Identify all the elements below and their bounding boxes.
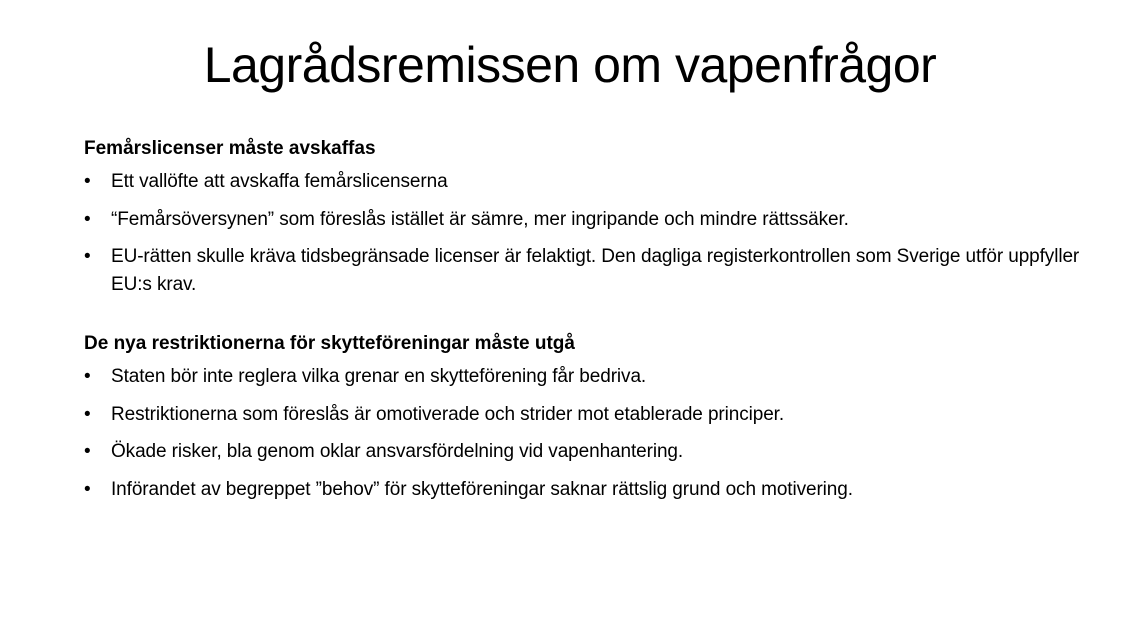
bullet-item xyxy=(84,168,1114,196)
bullet-item xyxy=(84,243,1114,299)
bullet-text: Ökade risker, bla genom oklar ansvarsfördelning vid vapenhantering. xyxy=(111,441,684,462)
bullet-dot: • xyxy=(84,403,91,425)
bullet-dot: • xyxy=(84,441,91,462)
bullet-dot: • xyxy=(84,171,91,192)
bullet-text: Ett vallöfte att avskaffa femårslicenserna xyxy=(111,171,448,192)
section-shooting-clubs xyxy=(84,329,1114,504)
bullet-dot: • xyxy=(84,478,91,500)
bullet-item xyxy=(84,401,1114,429)
section-heading: Femårslicenser måste avskaffas xyxy=(84,138,376,159)
bullet-text: EU-rätten skulle kräva tidsbegränsade licenser är felaktigt. Den dagliga registerkontrollen som Sverige utför uppfyller EU:s krav. xyxy=(111,246,1080,295)
bullet-text: “Femårsöversynen” som föreslås istället är sämre, mer ingripande och mindre rättssäker. xyxy=(111,208,849,230)
section-heading: De nya restriktionerna för skytteföreningar måste utgå xyxy=(84,333,575,354)
section-five-year-licenses xyxy=(84,134,1114,299)
bullet-dot: • xyxy=(84,208,91,230)
bullet-item xyxy=(84,438,1114,466)
bullet-dot: • xyxy=(84,366,91,387)
bullet-item xyxy=(84,363,1114,391)
slide-content xyxy=(84,134,1114,513)
bullet-item xyxy=(84,206,1114,234)
bullet-list xyxy=(84,168,1114,299)
bullet-text: Restriktionerna som föreslås är omotiverade och strider mot etablerade principer. xyxy=(111,403,785,425)
bullet-dot: • xyxy=(84,246,91,267)
bullet-text: Införandet av begreppet ”behov” för skytteföreningar saknar rättslig grund och motivering. xyxy=(111,478,853,500)
bullet-item xyxy=(84,476,1114,504)
bullet-text: Staten bör inte reglera vilka grenar en skytteförening får bedriva. xyxy=(111,366,647,387)
bullet-list xyxy=(84,363,1114,504)
slide-title: Lagrådsremissen om vapenfrågor xyxy=(203,37,937,93)
